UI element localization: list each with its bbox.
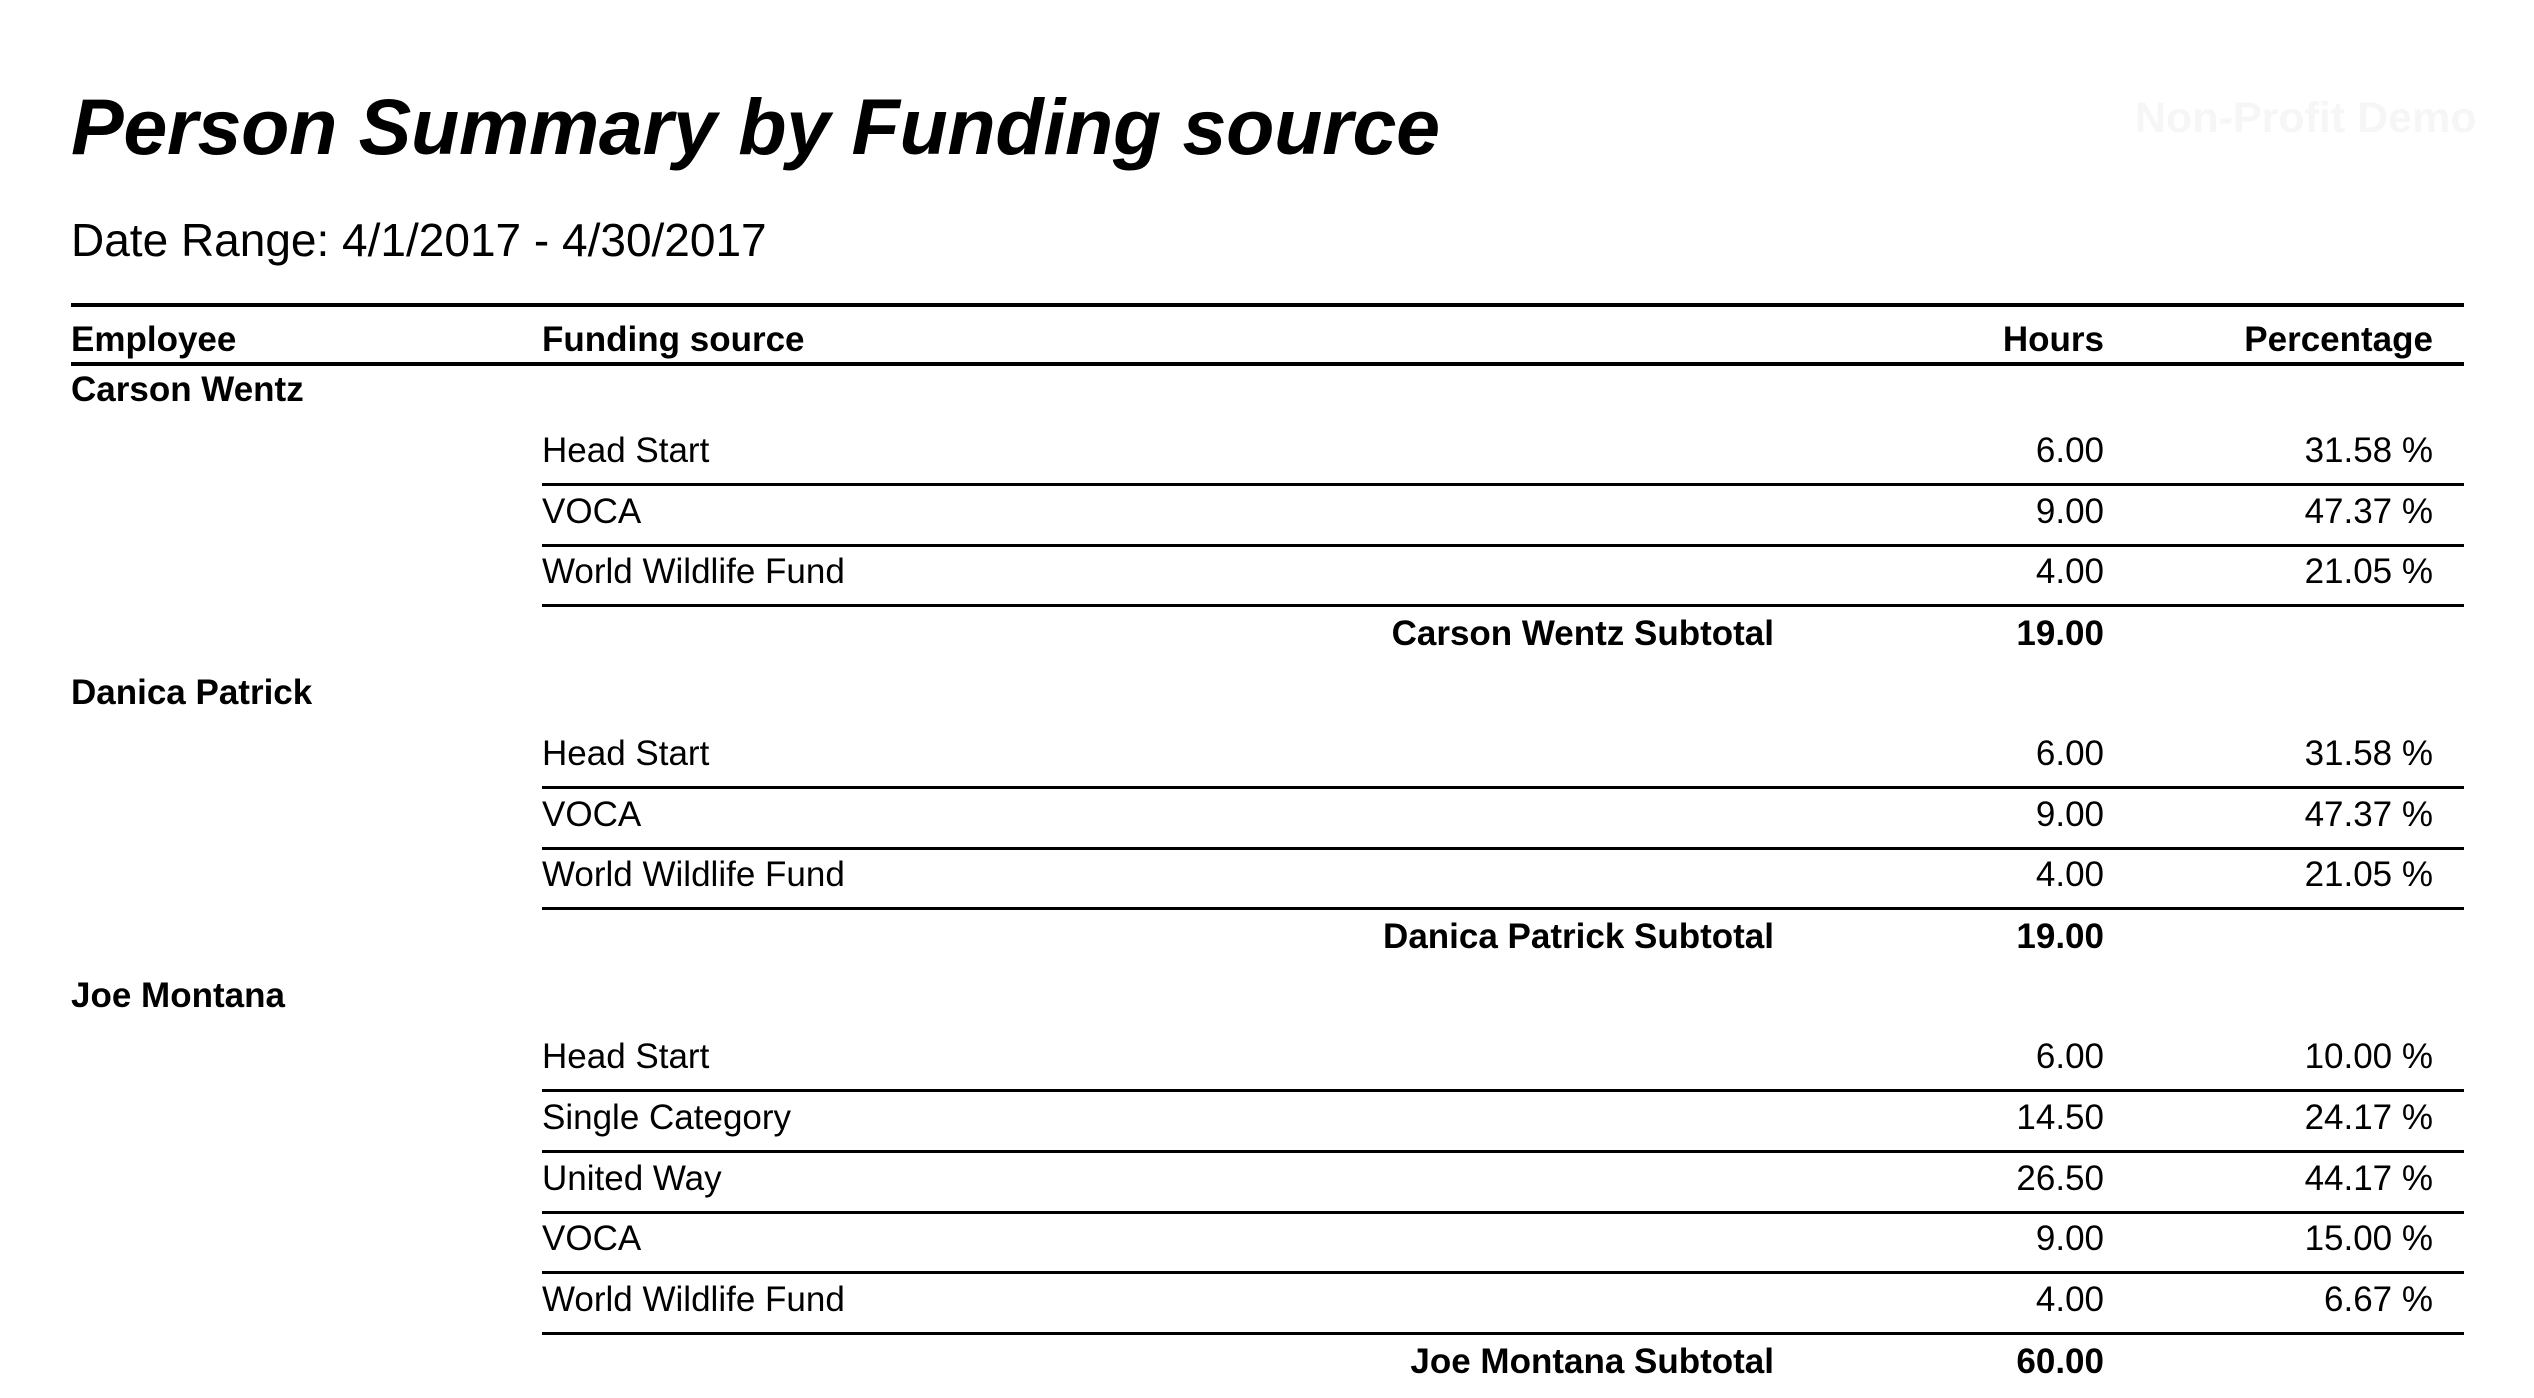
funding-source-cell: Head Start <box>542 1037 710 1077</box>
row-divider <box>542 1150 2464 1153</box>
subtotal-label: Joe Montana Subtotal <box>1410 1341 1774 1381</box>
hours-cell: 6.00 <box>2035 1037 2104 1077</box>
column-header-funding-source: Funding source <box>542 320 805 359</box>
percentage-cell: 47.37 % <box>2304 794 2433 834</box>
column-header-employee: Employee <box>71 320 237 359</box>
funding-source-cell: World Wildlife Fund <box>542 1279 845 1319</box>
hours-cell: 4.00 <box>2035 552 2104 592</box>
employee-name: Danica Patrick <box>71 673 313 713</box>
row-divider <box>542 1089 2464 1092</box>
row-divider <box>542 786 2464 789</box>
subtotal-label: Danica Patrick Subtotal <box>1383 917 1774 957</box>
hours-cell: 6.00 <box>2035 431 2104 470</box>
row-divider <box>542 1332 2464 1335</box>
employee-name: Joe Montana <box>71 976 285 1016</box>
funding-source-cell: Head Start <box>542 734 710 774</box>
subtotal-hours: 60.00 <box>2016 1341 2104 1381</box>
row-divider <box>542 544 2464 547</box>
hours-cell: 14.50 <box>2016 1098 2104 1137</box>
row-divider <box>542 604 2464 607</box>
funding-source-cell: Single Category <box>542 1098 792 1137</box>
percentage-cell: 10.00 % <box>2304 1037 2433 1077</box>
hours-cell: 4.00 <box>2035 855 2104 895</box>
percentage-cell: 31.58 % <box>2304 431 2433 470</box>
company-watermark: Non-Profit Demo <box>2135 94 2477 142</box>
percentage-cell: 24.17 % <box>2304 1098 2433 1137</box>
percentage-cell: 31.58 % <box>2304 734 2433 774</box>
hours-cell: 6.00 <box>2035 734 2104 774</box>
funding-source-cell: VOCA <box>542 1219 642 1259</box>
hours-cell: 4.00 <box>2035 1279 2104 1319</box>
funding-source-cell: World Wildlife Fund <box>542 552 845 592</box>
row-divider <box>542 907 2464 910</box>
row-divider <box>542 847 2464 850</box>
funding-source-cell: VOCA <box>542 794 642 834</box>
subtotal-hours: 19.00 <box>2016 614 2104 654</box>
subtotal-label: Carson Wentz Subtotal <box>1391 614 1774 654</box>
hours-cell: 9.00 <box>2035 491 2104 531</box>
hours-cell: 9.00 <box>2035 794 2104 834</box>
percentage-cell: 6.67 % <box>2324 1279 2433 1319</box>
funding-source-cell: United Way <box>542 1158 722 1198</box>
percentage-cell: 47.37 % <box>2304 491 2433 531</box>
table-header-rule <box>71 362 2464 366</box>
row-divider <box>542 1211 2464 1214</box>
subtotal-hours: 19.00 <box>2016 917 2104 957</box>
column-header-hours: Hours <box>2002 320 2104 359</box>
percentage-cell: 15.00 % <box>2304 1219 2433 1259</box>
report-title: Person Summary by Funding source <box>71 82 1440 171</box>
percentage-cell: 21.05 % <box>2304 552 2433 592</box>
employee-name: Carson Wentz <box>71 370 304 409</box>
date-range: Date Range: 4/1/2017 - 4/30/2017 <box>71 214 767 266</box>
hours-cell: 9.00 <box>2035 1219 2104 1259</box>
funding-source-cell: World Wildlife Fund <box>542 855 845 895</box>
percentage-cell: 21.05 % <box>2304 855 2433 895</box>
column-header-percentage: Percentage <box>2244 320 2433 359</box>
percentage-cell: 44.17 % <box>2304 1158 2433 1198</box>
hours-cell: 26.50 <box>2016 1158 2104 1198</box>
row-divider <box>542 483 2464 486</box>
funding-source-cell: VOCA <box>542 491 642 531</box>
funding-source-cell: Head Start <box>542 431 710 470</box>
row-divider <box>542 1271 2464 1274</box>
table-top-rule <box>71 303 2464 307</box>
